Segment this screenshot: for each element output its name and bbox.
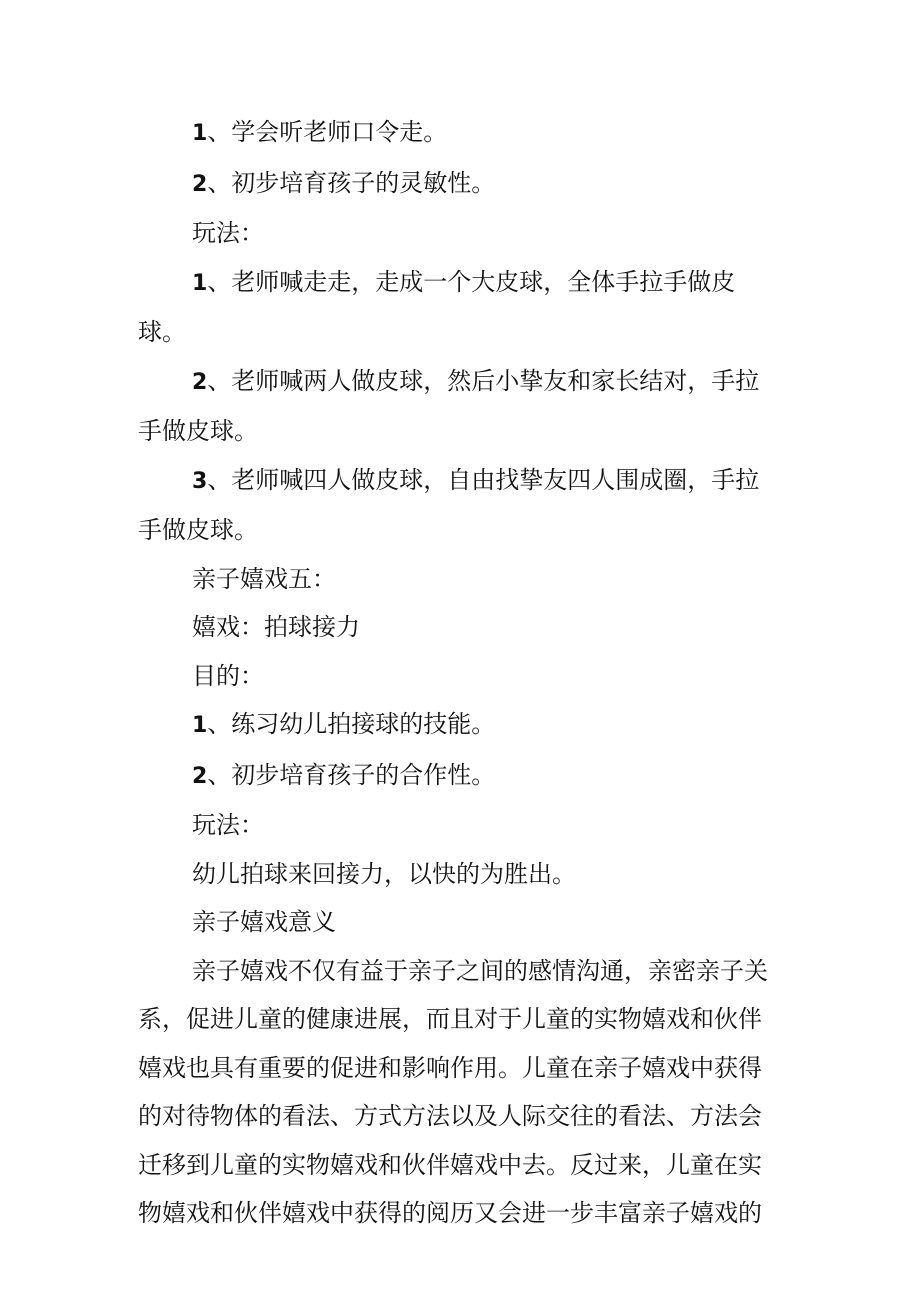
paragraph-text: 、初步培育孩子的灵敏性。 [207,168,496,197]
paragraph-text: 、老师喊走走，走成一个大皮球，全体手拉手做皮球。 [138,267,736,346]
section-label-goal [138,652,783,701]
section-heading-meaning [138,898,783,947]
list-number: 2 [192,171,208,197]
document-body [138,108,783,1238]
paragraph-text: 亲子嬉戏意义 [192,908,336,936]
list-number: 1 [192,270,208,296]
paragraph-2 [138,159,783,210]
play-description [138,850,783,899]
paragraph-text: 、练习幼儿拍接球的技能。 [207,710,496,738]
list-number: 1 [192,121,208,146]
paragraph-text: 亲子嬉戏五： [192,564,336,593]
section-heading-game-five [138,555,783,604]
paragraph-text: 、学会听老师口令走。 [207,118,448,146]
list-number: 3 [192,468,208,494]
section-label-play-method-2 [138,801,783,850]
section-label-play-method [138,209,783,258]
game-name [138,603,783,652]
paragraph-1 [138,108,783,159]
paragraph-7 [138,751,783,802]
paragraph-text: 玩法： [192,219,264,247]
paragraph-text: 幼儿拍球来回接力，以快的为胜出。 [192,859,576,888]
meaning-paragraph [138,947,783,1238]
paragraph-3 [138,258,783,357]
paragraph-text: 、老师喊两人做皮球，然后小挚友和家长结对，手拉手做皮球。 [138,366,760,445]
paragraph-text: 、初步培育孩子的合作性。 [207,760,496,789]
paragraph-5 [138,456,783,555]
paragraph-text: 、老师喊四人做皮球，自由找挚友四人围成圈，手拉手做皮球。 [138,465,760,544]
paragraph-4 [138,357,783,456]
paragraph-text: 目的： [192,661,264,690]
paragraph-text: 玩法： [192,811,264,839]
list-number: 2 [192,369,208,395]
paragraph-text: 亲子嬉戏不仅有益于亲子之间的感情沟通，亲密亲子关系，促进儿童的健康进展，而且对于儿童的实物嬉戏和伙伴嬉戏也具有重要的促进和影响作用。儿童在亲子嬉戏中获得的对待物体的看法、方式方法以及人际交往的看法、方法会迁移到儿童的实物嬉戏和伙伴嬉戏中去。反过来，儿童在实物嬉戏和伙伴嬉戏中获得的阅历又会进一步丰富亲子嬉戏的 [138,956,768,1227]
paragraph-text: 嬉戏：拍球接力 [192,613,360,641]
paragraph-6 [138,700,783,751]
list-number: 1 [192,713,208,738]
list-number: 2 [192,763,208,789]
